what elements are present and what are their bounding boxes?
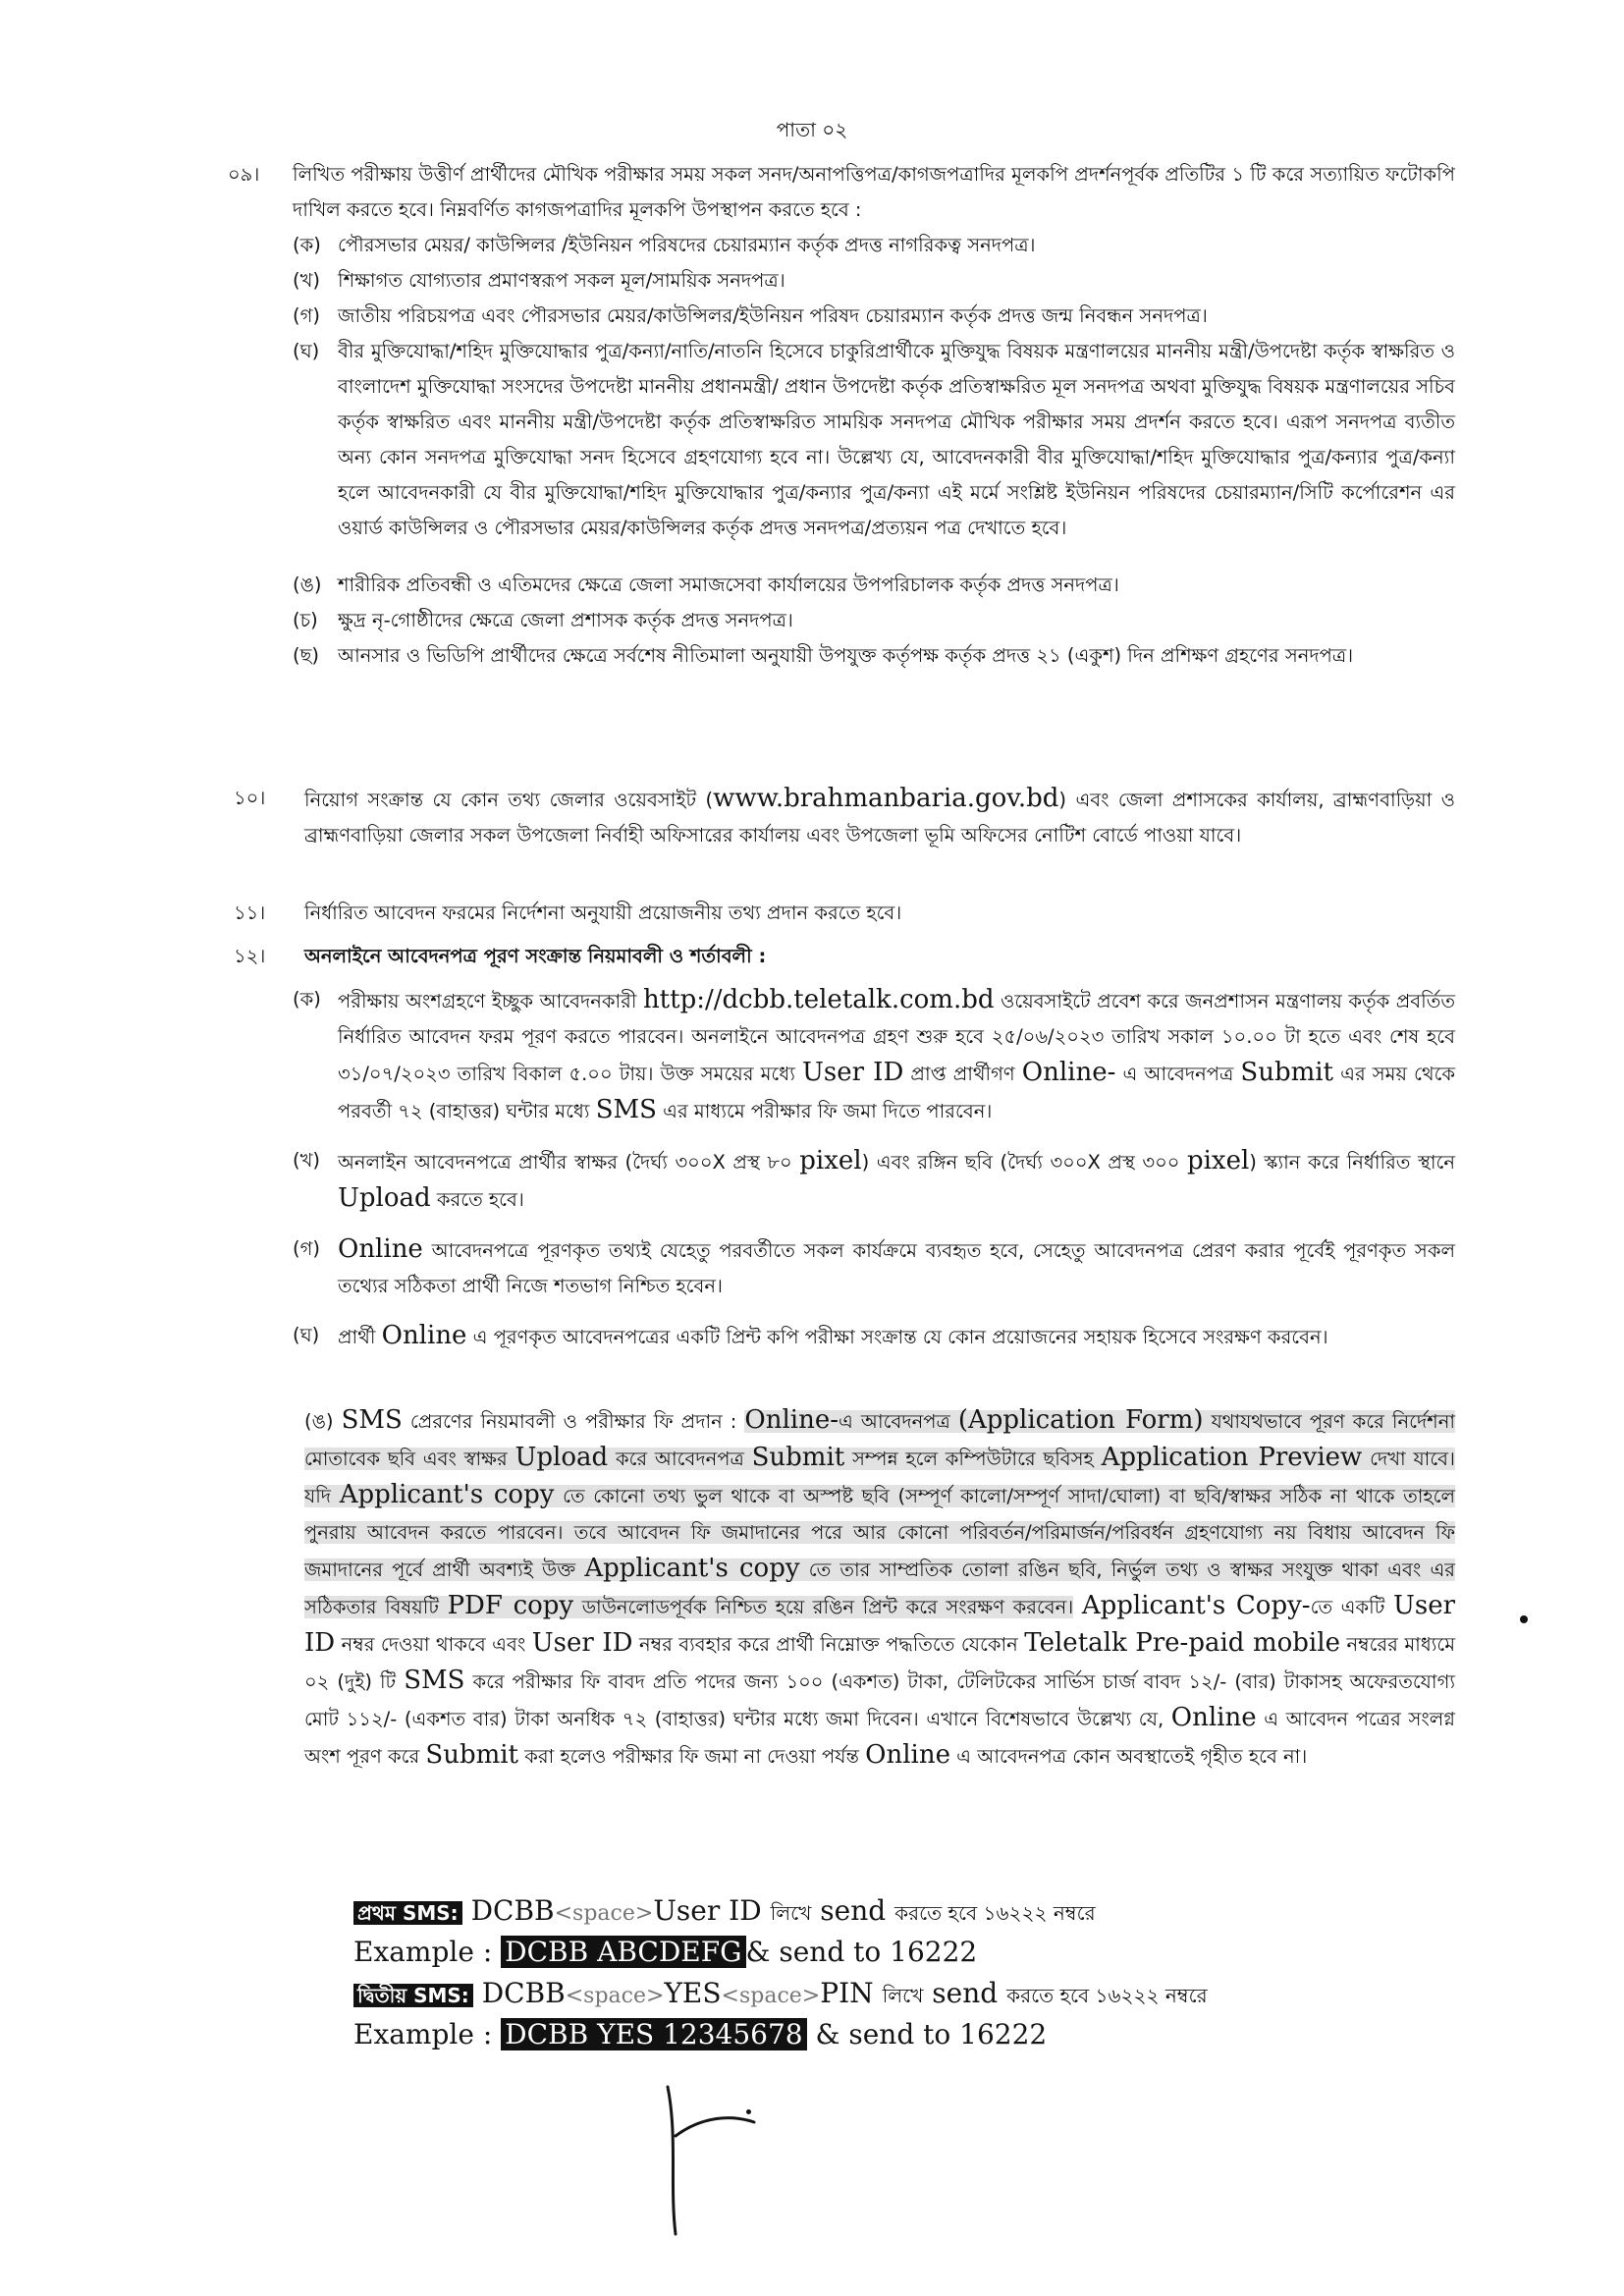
item-9-number: ০৯। xyxy=(228,163,260,186)
item-9-intro: লিখিত পরীক্ষায় উত্তীর্ণ প্রার্থীদের মৌখিক পরীক্ষার সময় সকল সনদ/অনাপত্তিপত্র/কাগজপত্রাদির মূলকপি প্রদর্শনপূর্বক প্রতিটির ১ টি করে সত্যায়িত ফটোকপি দাখিল করতে হবে। নিম্নবর্ণিত কাগজপত্রাদির মূলকপি উপস্থাপন করতে হবে : xyxy=(293,163,1455,221)
item-11-text: নির্ধারিত আবেদন ফরমের নির্দেশনা অনুযায়ী প্রয়োজনীয় তথ্য প্রদান করতে হবে। xyxy=(304,902,902,924)
item-9-sub-chha: (ছ) আনসার ও ভিডিপি প্রার্থীদের ক্ষেত্রে সর্বশেষ নীতিমালা অনুযায়ী উপযুক্ত কর্তৃপক্ষ কর্তৃক প্রদত্ত ২১ (একুশ) দিন প্রশিক্ষণ গ্রহণের সনদপত্র। xyxy=(293,644,1354,667)
sms-first-line: প্রথম SMS: DCBB<space>User ID লিখে send করতে হবে ১৬২২২ নম্বরে xyxy=(353,1890,1096,1935)
district-website-link[interactable]: www.brahmanbaria.gov.bd xyxy=(713,784,1059,813)
signature-mark xyxy=(648,2077,785,2244)
second-sms-label: দ্বিতীয় SMS: xyxy=(353,1984,473,2007)
item-12-heading: অনলাইনে আবেদনপত্র পূরণ সংক্রান্ত নিয়মাবলী ও শর্তাবলী : xyxy=(304,945,767,967)
highlighted-passage: Online-এ আবেদনপত্র (Application Form) যথাযথভাবে পূরণ করে নির্দেশনা মোতাবেক ছবি এবং স্বাক্ষর Upload করে আবেদনপত্র Submit সম্পন্ন হলে কম্পিউটারে ছবিসহ Application Preview দেখা যাবে। যদি Applicant's copy তে কোনো তথ্য ভুল থাকে বা অস্পষ্ট ছবি (সম্পূর্ণ কালো/সম্পূর্ণ সাদা/ঘোলা) বা ছবি/স্বাক্ষর সঠিক না থাকে তাহলে পুনরায় আবেদন করতে পারবেন। তবে আবেদন ফি জমাদানের পরে আর কোনো পরিবর্তন/পরিমার্জন/পরিবর্ধন গ্রহণযোগ্য নয় বিধায় আবেদন ফি জমাদানের পূর্বে প্রার্থী অবশ্যই উক্ত Applicant's copy তে তার সাম্প্রতিক তোলা রঙিন ছবি, নির্ভুল তথ্য ও স্বাক্ষর সংযুক্ত থাকা এবং এর সঠিকতার বিষয়টি PDF copy ডাউনলোডপূর্বক নিশ্চিত হয়ে রঙিন প্রিন্ট করে সংরক্ষণ করবেন। xyxy=(304,1405,1456,1620)
item-11-number: ১১। xyxy=(234,902,266,924)
item-10-text: নিয়োগ সংক্রান্ত যে কোন তথ্য জেলার ওয়েবসাইট (www.brahmanbaria.gov.bd) এবং জেলা প্রশাসকের কার্যালয়, ব্রাহ্মণবাড়িয়া ও ব্রাহ্মণবাড়িয়া জেলার সকল উপজেলা নির্বাহী অফিসারের কার্যালয় এবং উপজেলা ভূমি অফিসের নোটিশ বোর্ডে পাওয়া যাবে। xyxy=(304,784,1456,847)
item-9-sub-ka: (ক) পৌরসভার মেয়র/ কাউন্সিলর /ইউনিয়ন পরিষদের চেয়ারম্যান কর্তৃক প্রদত্ত নাগরিকত্ব সনদপত্র। xyxy=(293,234,1036,256)
item-12-sub-uma: (ঙ) SMS প্রেরণের নিয়মাবলী ও পরীক্ষার ফি প্রদান : Online-এ আবেদনপত্র (Application Form) যথাযথভাবে পূরণ করে নির্দেশনা মোতাবেক ছবি এবং স্বাক্ষর Upload করে আবেদনপত্র Submit সম্পন্ন হলে কম্পিউটারে ছবিসহ Application Preview দেখা যাবে। যদি Applicant's copy তে কোনো তথ্য ভুল থাকে বা অস্পষ্ট ছবি (সম্পূর্ণ কালো/সম্পূর্ণ সাদা/ঘোলা) বা ছবি/স্বাক্ষর সঠিক না থাকে তাহলে পুনরায় আবেদন করতে পারবেন। তবে আবেদন ফি জমাদানের পরে আর কোনো পরিবর্তন/পরিমার্জন/পরিবর্ধন গ্রহণযোগ্য নয় বিধায় আবেদন ফি জমাদানের পূর্বে প্রার্থী অবশ্যই উক্ত Applicant's copy তে তার সাম্প্রতিক তোলা রঙিন ছবি, নির্ভুল তথ্য ও স্বাক্ষর সংযুক্ত থাকা এবং এর সঠিকতার বিষয়টি PDF copy ডাউনলোডপূর্বক নিশ্চিত হয়ে রঙিন প্রিন্ট করে সংরক্ষণ করবেন। Applicant's Copy-তে একটি User ID নম্বর দেওয়া থাকবে এবং User ID নম্বর ব্যবহার করে প্রার্থী নিম্নোক্ত পদ্ধতিতে যেকোন Teletalk Pre-paid mobile নম্বরের মাধ্যমে ০২ (দুই) টি SMS করে পরীক্ষার ফি বাবদ প্রতি পদের জন্য ১০০ (একশত) টাকা, টেলিটকের সার্ভিস চার্জ বাবদ ১২/- (বার) টাকাসহ অফেরতযোগ্য মোট ১১২/- (একশত বার) টাকা অনধিক ৭২ (বাহাত্তর) ঘন্টার মধ্যে জমা দিবেন। এখানে বিশেষভাবে উল্লেখ্য যে, Online এ আবেদন পত্রের সংলগ্ন অংশ পূরণ করে Submit করা হলেও পরীক্ষার ফি জমা না দেওয়া পর্যন্ত Online এ আবেদনপত্র কোন অবস্থাতেই গৃহীত হবে না। xyxy=(304,1405,1456,1770)
item-9-sub-gha: (ঘ) বীর মুক্তিযোদ্ধা/শহিদ মুক্তিযোদ্ধার পুত্র/কন্যা/নাতি/নাতনি হিসেবে চাকুরিপ্রার্থীকে মুক্তিযুদ্ধ বিষয়ক মন্ত্রণালয়ের মাননীয় মন্ত্রী/উপদেষ্টা কর্তৃক স্বাক্ষরিত ও বাংলাদেশ মুক্তিযোদ্ধা সংসদের উপদেষ্টা মাননীয় প্রধানমন্ত্রী/ প্রধান উপদেষ্টা কর্তৃক প্রতিস্বাক্ষরিত মূল সনদপত্র অথবা মুক্তিযুদ্ধ বিষয়ক মন্ত্রণালয়ের সচিব কর্তৃক স্বাক্ষরিত এবং মাননীয় মন্ত্রী/উপদেষ্টা কর্তৃক প্রতিস্বাক্ষরিত সাময়িক সনদপত্র মৌখিক পরীক্ষার সময় প্রদর্শন করতে হবে। এরূপ সনদপত্র ব্যতীত অন্য কোন সনদপত্র মুক্তিযোদ্ধা সনদ হিসেবে গ্রহণযোগ্য হবে না। উল্লেখ্য যে, আবেদনকারী বীর মুক্তিযোদ্ধা/শহিদ মুক্তিযোদ্ধার পুত্র/কন্যার পুত্র/কন্যা হলে আবেদনকারী যে বীর মুক্তিযোদ্ধা/শহিদ মুক্তিযোদ্ধার পুত্র/কন্যার পুত্র/কন্যা এই মর্মে সংশ্লিষ্ট ইউনিয়ন পরিষদের চেয়ারম্যান/সিটি কর্পোরেশন এর ওয়ার্ড কাউন্সিলর ও পৌরসভার মেয়র/কাউন্সিলর কর্তৃক প্রদত্ত সনদপত্র/প্রত্যয়ন পত্র দেখাতে হবে। xyxy=(293,340,1455,539)
example-code-1: DCBB ABCDEFG xyxy=(501,1936,745,1968)
item-9-sub-uma: (ঙ) শারীরিক প্রতিবন্ধী ও এতিমদের ক্ষেত্রে জেলা সমাজসেবা কার্যালয়ের উপপরিচালক কর্তৃক প্রদত্ত সনদপত্র। xyxy=(293,574,1119,596)
item-10-number: ১০। xyxy=(234,787,266,809)
item-9-sub-cha: (চ) ক্ষুদ্র নৃ-গোষ্ঠীদের ক্ষেত্রে জেলা প্রশাসক কর্তৃক প্রদত্ত সনদপত্র। xyxy=(293,609,793,631)
ink-dot xyxy=(1520,1615,1528,1623)
sms-second-line: দ্বিতীয় SMS: DCBB<space>YES<space>PIN লিখে send করতে হবে ১৬২২২ নম্বরে xyxy=(353,1973,1208,2017)
example-code-2: DCBB YES 12345678 xyxy=(501,2018,806,2050)
item-12-sublist xyxy=(293,982,1455,1355)
sms-first-example: Example : DCBB ABCDEFG & send to 16222 xyxy=(353,1936,978,1968)
item-9-sublist xyxy=(293,228,1455,674)
item-12-number: ১২। xyxy=(234,945,266,967)
page-number: পাতা ০২ xyxy=(776,118,848,141)
item-9-sub-kha: (খ) শিক্ষাগত যোগ্যতার প্রমাণস্বরূপ সকল মূল/সাময়িক সনদপত্র। xyxy=(293,269,785,292)
sms-second-example: Example : DCBB YES 12345678 & send to 16222 xyxy=(353,2018,1048,2050)
item-12-sub-kha: (খ) অনলাইন আবেদনপত্রে প্রার্থীর স্বাক্ষর (দৈর্ঘ্য ৩০০X প্রস্থ ৮০ pixel) এবং রঙ্গিন ছবি (দৈর্ঘ্য ৩০০X প্রস্থ ৩০০ pixel) স্ক্যান করে নির্ধারিত স্থানে Upload করতে হবে। xyxy=(293,1146,1455,1213)
item-12-sub-ka: (ক) পরীক্ষায় অংশগ্রহণে ইচ্ছুক আবেদনকারী http://dcbb.teletalk.com.bd ওয়েবসাইটে প্রবেশ করে জনপ্রশাসন মন্ত্রণালয় কর্তৃক প্রবর্তিত নির্ধারিত আবেদন ফরম পূরণ করতে পারবেন। অনলাইনে আবেদনপত্র গ্রহণ শুরু হবে ২৫/০৬/২০২৩ তারিখ সকাল ১০.০০ টা হতে এবং শেষ হবে ৩১/০৭/২০২৩ তারিখ বিকাল ৫.০০ টায়। উক্ত সময়ের মধ্যে User ID প্রাপ্ত প্রার্থীগণ Online- এ আবেদনপত্র Submit এর সময় থেকে পরবর্তী ৭২ (বাহাত্তর) ঘন্টার মধ্যে SMS এর মাধ্যমে পরীক্ষার ফি জমা দিতে পারবেন। xyxy=(293,985,1456,1124)
first-sms-label: প্রথম SMS: xyxy=(353,1901,462,1925)
ink-dot xyxy=(746,2109,751,2114)
item-12-sub-ga: (গ) Online আবেদনপত্রে পূরণকৃত তথ্যই যেহেতু পরবর্তীতে সকল কার্যক্রমে ব্যবহৃত হবে, সেহেতু আবেদনপত্র প্রেরণ করার পূর্বেই পূরণকৃত সকল তথ্যের সঠিকতা প্রার্থী নিজে শতভাগ নিশ্চিত হবেন। xyxy=(293,1234,1455,1297)
item-12-sub-gha: (ঘ) প্রার্থী Online এ পূরণকৃত আবেদনপত্রের একটি প্রিন্ট কপি পরীক্ষা সংক্রান্ত যে কোন প্রয়োজনের সহায়ক হিসেবে সংরক্ষণ করবেন। xyxy=(293,1321,1328,1350)
teletalk-application-link[interactable]: http://dcbb.teletalk.com.bd xyxy=(642,985,995,1014)
item-9-sub-ga: (গ) জাতীয় পরিচয়পত্র এবং পৌরসভার মেয়র/কাউন্সিলর/ইউনিয়ন পরিষদ চেয়ারম্যান কর্তৃক প্রদত্ত জন্ম নিবন্ধন সনদপত্র। xyxy=(293,304,1208,327)
